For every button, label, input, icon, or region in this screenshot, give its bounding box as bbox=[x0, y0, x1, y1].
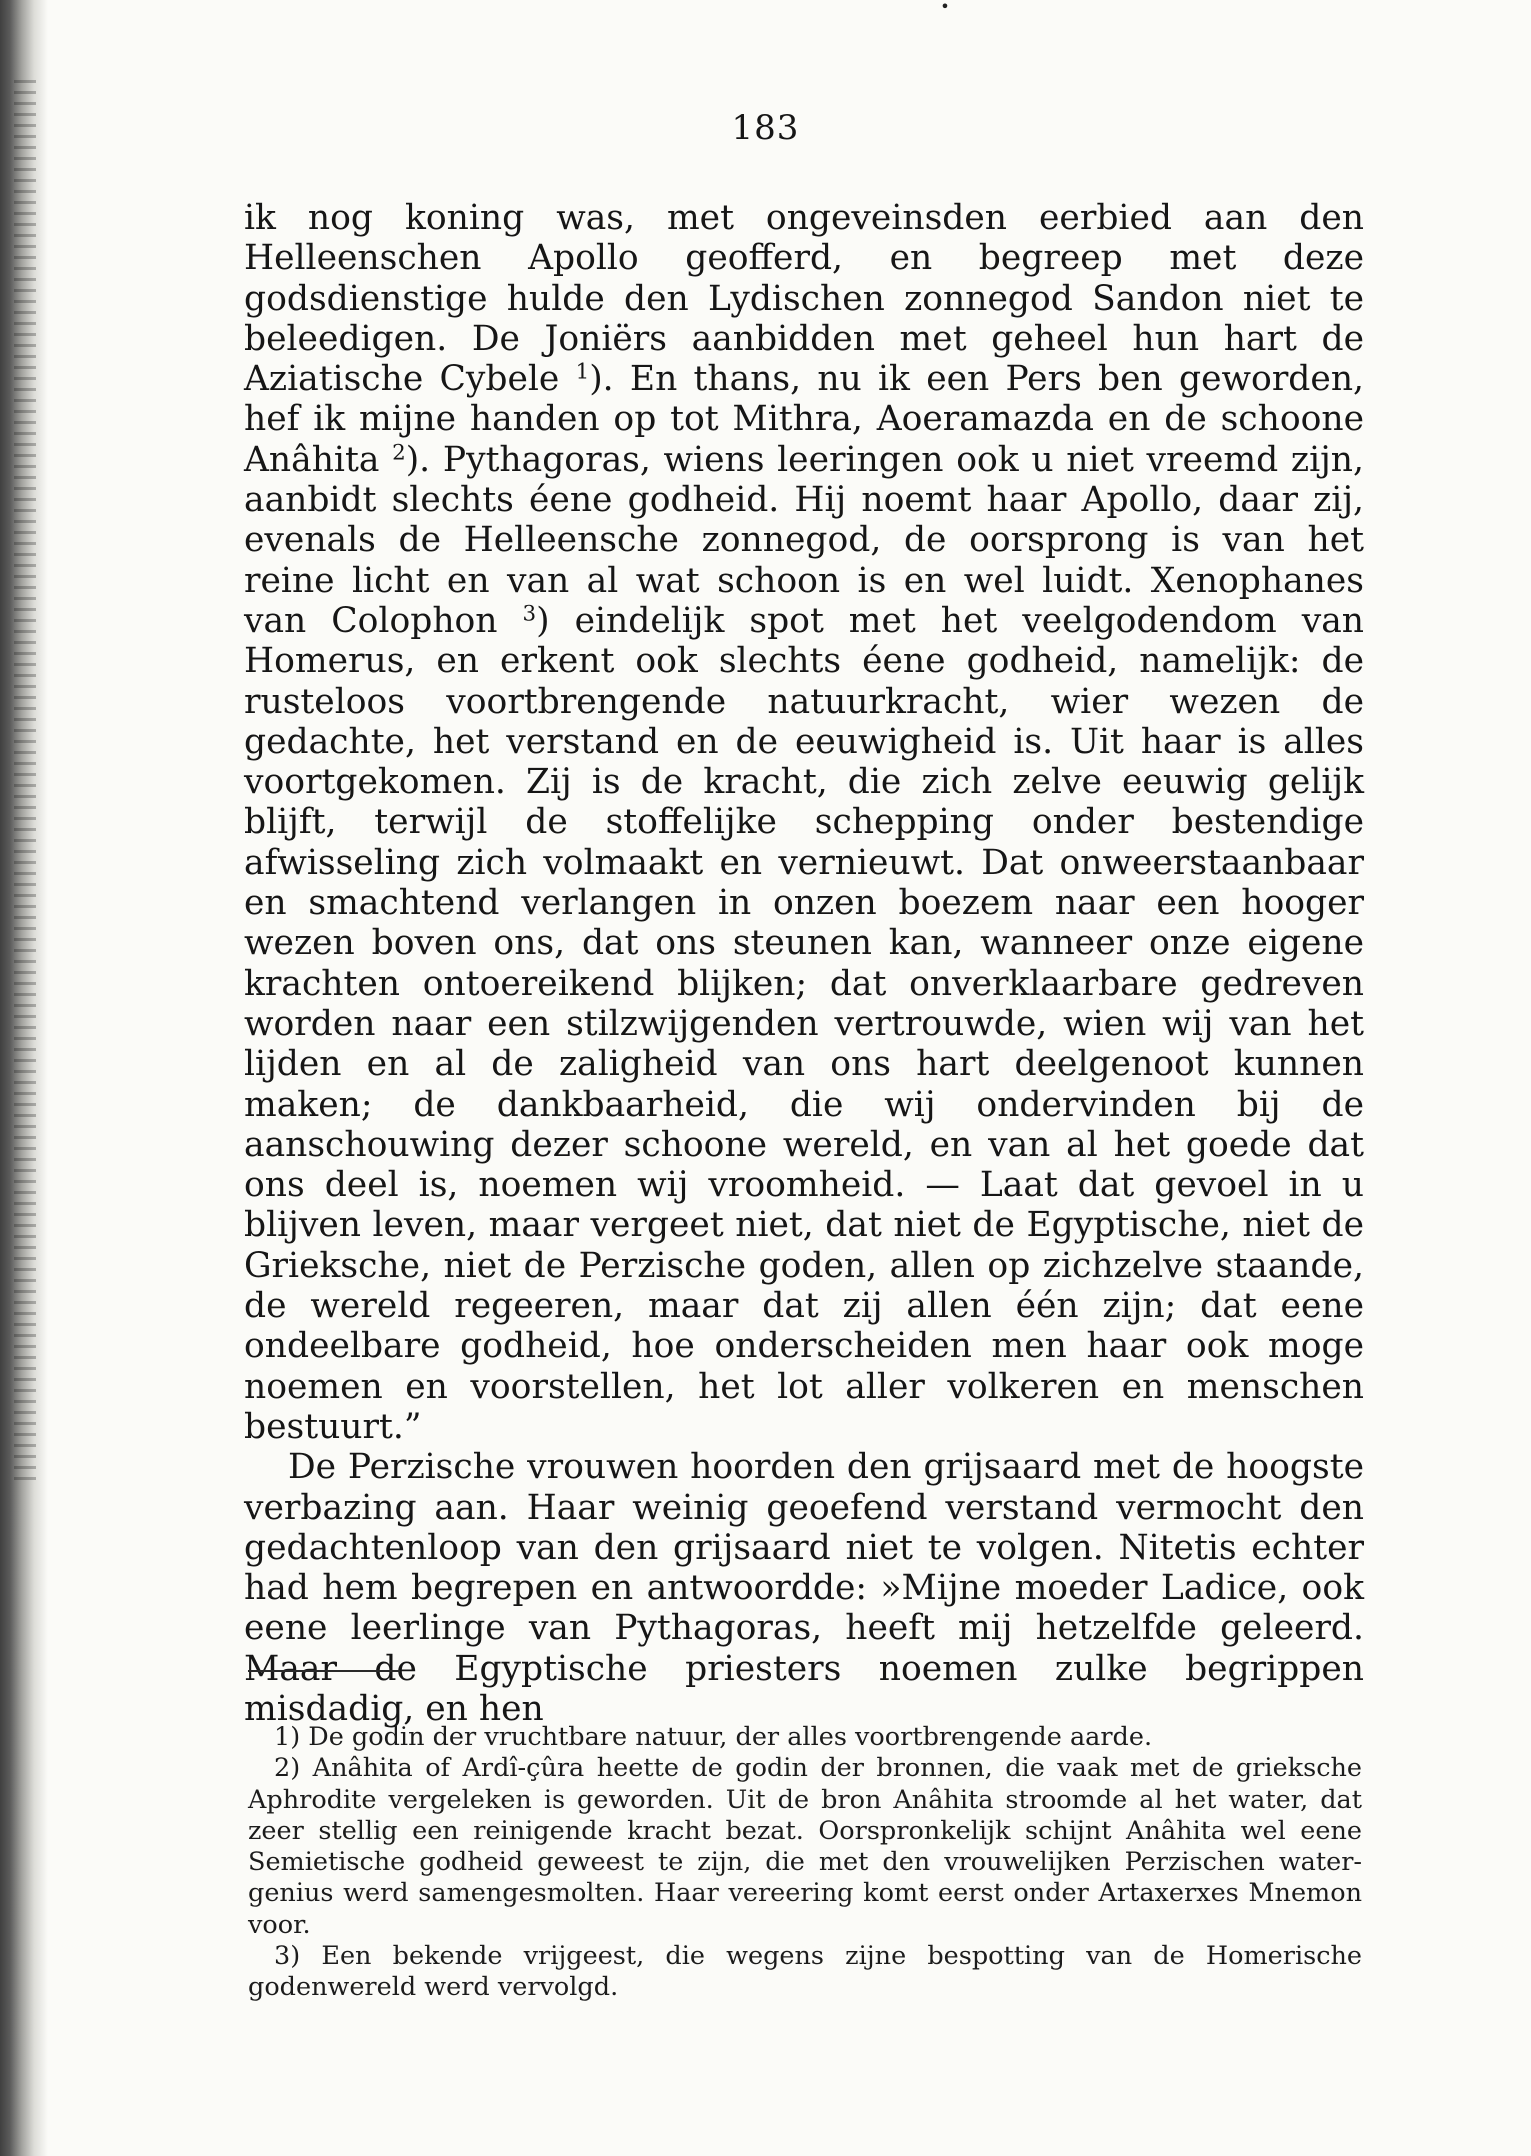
footnote-2: 2) Anâhita of Ardî-çûra heette de godin der bronnen, die vaak met de grieksche Aphrodite vergeleken is geworden. Uit de bron Anâhita stroomde al het water, dat zeer stellig een reinigende kracht bezat. Oorspronkelijk schijnt Anâhita wel eene Semietische godheid geweest te zijn, die met den vrouwelijken Perzischen water-genius werd samengesmolten. Haar vereering komt eerst onder Artaxerxes Mnemon voor. bbox=[248, 1753, 1362, 1940]
paragraph-1 bbox=[244, 198, 1364, 1447]
page-number: 183 bbox=[731, 108, 800, 148]
footnote-ref-2: 2 bbox=[392, 440, 406, 466]
paragraph-1-text-a: ik nog koning was, met ongeveinsden eerbied aan den Helleenschen Apollo geofferd, en begreep met deze godsdienstige hulde den Lydischen zonnegod Sandon niet te beleedigen. De Joniërs aanbidden met geheel hun hart de Aziatische Cybele bbox=[244, 198, 1364, 400]
footnote-ref-3: 3 bbox=[522, 601, 537, 627]
paragraph-1-text-d: ) eindelijk spot met het veelgodendom van Homerus, en erkent ook slechts éene godheid, namelijk: de rusteloos voortbrengende natuurkracht, wier wezen de gedachte, het verstand en de eeuwigheid is. Uit haar is alles voortgekomen. Zij is de kracht, die zich zelve eeuwig gelijk blijft, terwijl de stoffelijke schepping onder bestendige afwisseling zich volmaakt en vernieuwt. Dat onweerstaanbaar en smachtend verlangen in onzen boezem naar een hooger wezen boven ons, dat ons steunen kan, wanneer onze eigene krachten ontoereikend blijken; dat onverklaarbare gedreven worden naar een stilzwijgenden vertrouwde, wien wij van het lijden en al de zaligheid van ons hart deelgenoot kunnen maken; de dankbaarheid, die wij ondervinden bij de aanschouwing dezer schoone wereld, en van al het goede dat ons deel is, noemen wij vroomheid. — Laat dat gevoel in u blijven leven, maar vergeet niet, dat niet de Egyptische, niet de Grieksche, niet de Perzische goden, allen op zichzelve staande, de wereld regeeren, maar dat zij allen één zijn; dat eene ondeelbare godheid, hoe onderscheiden men haar ook moge noemen en voorstellen, het lot aller volkeren en menschen bestuurt.” bbox=[244, 600, 1365, 1447]
body-text bbox=[244, 198, 1364, 1729]
footnote-ref-1: 1 bbox=[575, 359, 590, 385]
footnotes bbox=[248, 1722, 1362, 2004]
footnote-1: 1) De godin der vruchtbare natuur, der alles voortbrengende aarde. bbox=[274, 1722, 1153, 1752]
scan-binding-shadow bbox=[14, 80, 36, 1480]
scan-top-mark: • bbox=[940, 0, 950, 16]
footnote-divider bbox=[248, 1670, 400, 1672]
paragraph-1-text-c: ). Pythagoras, wiens leeringen ook u niet vreemd zijn, aanbidt slechts éene godheid. Hij noemt haar Apollo, daar zij, evenals de Helleensche zonnegod, de oorsprong is van het reine licht en van al wat schoon is en wel luidt. Xenophanes van Colophon bbox=[244, 439, 1364, 641]
paragraph-1-text-b: ). En thans, nu ik een Pers ben geworden, hef ik mijne handen op tot Mithra, Aoeramazda en de schoone Anâhita bbox=[244, 359, 1364, 480]
paragraph-2: De Perzische vrouwen hoorden den grijsaard met de hoogste verbazing aan. Haar weinig geoefend verstand vermocht den gedachtenloop van den grijsaard niet te volgen. Nitetis echter had hem begrepen en antwoordde: »Mijne moeder Ladice, ook eene leerlinge van Pythagoras, heeft mij hetzelfde geleerd. Maar de Egyptische priesters noemen zulke begrippen misdadig, en hen bbox=[244, 1447, 1364, 1729]
footnote-3: 3) Een bekende vrijgeest, die wegens zijne bespotting van de Homerische godenwereld werd vervolgd. bbox=[248, 1941, 1362, 2003]
